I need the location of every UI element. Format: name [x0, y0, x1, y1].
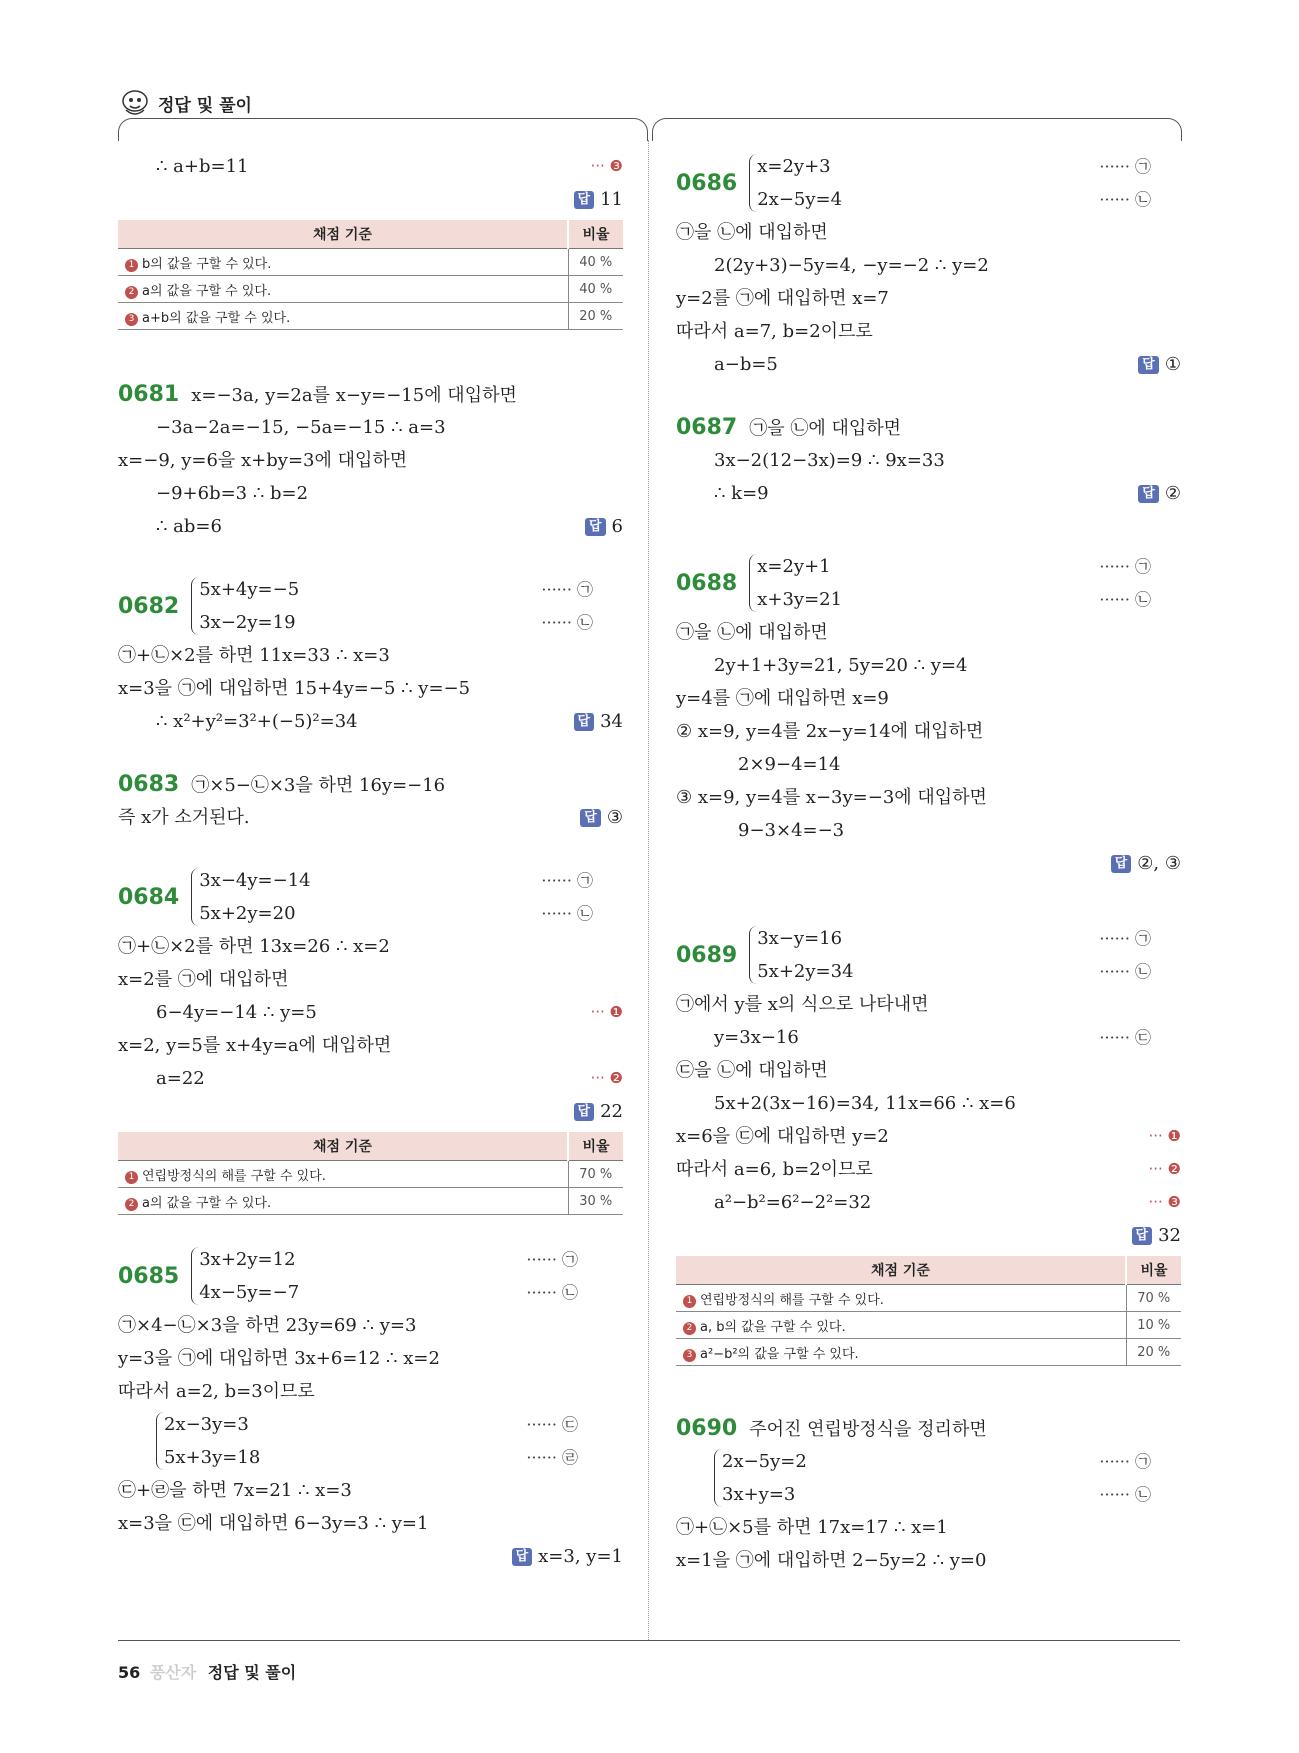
solution-line: x=3을 ㉠에 대입하면 15+4y=−5 ∴ y=−5 — [118, 678, 471, 699]
problem-0684: 0684 3x−4y=−14 ······ ㉠ 5x+2y=20 ······ ㉡ — [118, 870, 593, 924]
answer-badge-icon: 답 — [574, 1103, 595, 1121]
solution-line: ㉠을 ㉡에 대입하면 — [676, 622, 828, 643]
solution-line: ③ x=9, y=4를 x−3y=−3에 대입하면 — [676, 787, 987, 808]
solution-line: y=4를 ㉠에 대입하면 x=9 — [676, 688, 889, 709]
solution-line: 따라서 a=7, b=2이므로 — [676, 321, 873, 342]
problem-0685: 0685 3x+2y=12 ······ ㉠ 4x−5y=−7 ······ ㉡ — [118, 1249, 578, 1303]
solution-line: y=2를 ㉠에 대입하면 x=7 — [676, 288, 889, 309]
right-column-frame — [652, 118, 1182, 141]
answer-badge-icon: 답 — [574, 713, 595, 731]
answer-line — [676, 1219, 1181, 1252]
problem-0687: 0687 ㉠을 ㉡에 대입하면 — [676, 415, 902, 440]
solution-line: 2×9−4=14 — [738, 754, 841, 775]
problem-number: 0688 — [676, 570, 738, 596]
problem-0681: 0681 x=−3a, y=2a를 x−y=−15에 대입하면 — [118, 382, 517, 407]
solution-line: ② x=9, y=4를 2x−y=14에 대입하면 — [676, 721, 984, 742]
answer-badge-icon: 답 — [1138, 485, 1159, 503]
problem-0689: 0689 3x−y=16 ······ ㉠ 5x+2y=34 ······ ㉡ — [676, 928, 1151, 982]
answer-line — [118, 183, 623, 216]
solution-line: ∴ a+b=11 ··· ❸ — [118, 150, 623, 183]
solution-line: a−b=5 답 ① — [676, 348, 1181, 381]
answer: 답 ① — [1138, 348, 1181, 381]
problem-number: 0681 — [118, 382, 180, 407]
answer-line — [676, 847, 1181, 880]
solution-line: 6−4y=−14 ∴ y=5 ··· ❶ — [118, 996, 623, 1029]
answer: 답 11 — [574, 183, 623, 216]
page-footer — [118, 1660, 296, 1683]
solution-line: ∴ x²+y²=3²+(−5)²=34 답 34 — [118, 705, 623, 738]
solution-line: 2(2y+3)−5y=4, −y=−2 ∴ y=2 — [714, 255, 989, 276]
table-row: 1 연립방정식의 해를 구할 수 있다. 70 % — [676, 1285, 1181, 1312]
table-row: 2 a의 값을 구할 수 있다. 30 % — [118, 1188, 623, 1215]
step-marker: ··· ❷ — [590, 1069, 623, 1087]
footer-title: 정답 및 풀이 — [207, 1663, 297, 1682]
table-row: 1 b의 값을 구할 수 있다. 40 % — [118, 249, 623, 276]
solution-line: 2y+1+3y=21, 5y=20 ∴ y=4 — [714, 655, 968, 676]
problem-0688: 0688 x=2y+1 ······ ㉠ x+3y=21 ······ ㉡ — [676, 556, 1151, 610]
equation-system: 2x−5y=2 ······ ㉠ 3x+y=3 ······ ㉡ — [714, 1445, 1181, 1511]
solution-line: ㉠×4−㉡×3을 하면 23y=69 ∴ y=3 — [118, 1315, 417, 1336]
solution-line: 따라서 a=6, b=2이므로 ··· ❷ — [676, 1153, 1181, 1186]
solution-line: a²−b²=6²−2²=32 ··· ❸ — [676, 1186, 1181, 1219]
problem-0686: 0686 x=2y+3 ······ ㉠ 2x−5y=4 ······ ㉡ — [676, 156, 1151, 210]
solution-line: ∴ k=9 답 ② — [676, 477, 1181, 510]
solution-line: 따라서 a=2, b=3이므로 — [118, 1381, 315, 1402]
answer: 답 ② — [1138, 477, 1181, 510]
solution-line: x=1을 ㉠에 대입하면 2−5y=2 ∴ y=0 — [676, 1550, 987, 1571]
brand-watermark: 풍산자 — [149, 1663, 197, 1682]
problem-number: 0683 — [118, 772, 180, 797]
answer: 답 x=3, y=1 — [512, 1540, 623, 1573]
answer-badge-icon: 답 — [1132, 1227, 1153, 1245]
answer-badge-icon: 답 — [512, 1548, 533, 1566]
solution-line: ㉠에서 y를 x의 식으로 나타내면 — [676, 994, 929, 1015]
page-number: 56 — [118, 1663, 141, 1682]
solution-line: −9+6b=3 ∴ b=2 — [156, 483, 309, 504]
problem-number: 0689 — [676, 942, 738, 968]
solution-line: x=−9, y=6을 x+by=3에 대입하면 — [118, 450, 408, 471]
solution-line: ㉠+㉡×2를 하면 13x=26 ∴ x=2 — [118, 936, 390, 957]
table-row: 3 a²−b²의 값을 구할 수 있다. 20 % — [676, 1339, 1181, 1366]
solution-line: ㉠을 ㉡에 대입하면 — [676, 222, 828, 243]
table-row: 3 a+b의 값을 구할 수 있다. 20 % — [118, 303, 623, 330]
step-marker: ··· ❷ — [1148, 1160, 1181, 1178]
answer-badge-icon: 답 — [1111, 855, 1132, 873]
answer: 답 6 — [585, 510, 623, 543]
step-marker: ··· ❸ — [590, 157, 623, 175]
problem-0690: 0690 주어진 연립방정식을 정리하면 — [676, 1416, 987, 1441]
answer: 답 22 — [574, 1095, 623, 1128]
solution-line: ∴ ab=6 답 6 — [118, 510, 623, 543]
table-row: 1 연립방정식의 해를 구할 수 있다. 70 % — [118, 1161, 623, 1188]
solution-line: 5x+2(3x−16)=34, 11x=66 ∴ x=6 — [714, 1093, 1016, 1114]
bottom-rule — [118, 1640, 1180, 1641]
header-title: 정답 및 풀이 — [158, 95, 252, 116]
solution-line: ㉢을 ㉡에 대입하면 — [676, 1060, 828, 1081]
solution-line: x=3을 ㉢에 대입하면 6−3y=3 ∴ y=1 — [118, 1513, 429, 1534]
scoring-table: 채점 기준 비율 1 연립방정식의 해를 구할 수 있다. 70 % 2 a, b의 값을 구할 수 있다. 10 % 3 a²−b²의 값을 구할 수 있다. 20 % — [676, 1256, 1181, 1366]
answer: 답 ②, ③ — [1111, 847, 1181, 880]
answer-line — [118, 1540, 623, 1573]
solution-line: 즉 x가 소거된다. 답 ③ — [118, 801, 623, 834]
solution-line: a=22 ··· ❷ — [118, 1062, 623, 1095]
problem-number: 0682 — [118, 593, 180, 619]
column-divider — [648, 140, 649, 1640]
solution-line: ㉠+㉡×5를 하면 17x=17 ∴ x=1 — [676, 1517, 948, 1538]
table-row: 2 a, b의 값을 구할 수 있다. 10 % — [676, 1312, 1181, 1339]
page-header — [118, 88, 252, 118]
mascot-logo-icon — [118, 88, 152, 118]
solution-line: y=3을 ㉠에 대입하면 3x+6=12 ∴ x=2 — [118, 1348, 440, 1369]
answer-badge-icon: 답 — [585, 518, 606, 536]
solution-line: x=2를 ㉠에 대입하면 — [118, 969, 289, 990]
answer: 답 34 — [574, 705, 623, 738]
step-marker: ··· ❶ — [590, 1003, 623, 1021]
equation-system: 2x−3y=3 ······ ㉢ 5x+3y=18 ······ ㉣ — [156, 1408, 623, 1474]
problem-number: 0684 — [118, 884, 180, 910]
solution-line: 3x−2(12−3x)=9 ∴ 9x=33 — [714, 450, 945, 471]
answer-line — [118, 1095, 623, 1128]
scoring-table: 채점 기준 비율 1 b의 값을 구할 수 있다. 40 % 2 a의 값을 구할 수 있다. 40 % 3 a+b의 값을 구할 수 있다. 20 % — [118, 220, 623, 330]
answer-badge-icon: 답 — [580, 809, 601, 827]
left-column-frame — [118, 118, 648, 141]
problem-number: 0685 — [118, 1263, 180, 1289]
solution-line: ㉢+㉣을 하면 7x=21 ∴ x=3 — [118, 1480, 352, 1501]
step-marker: ··· ❶ — [1148, 1127, 1181, 1145]
solution-line: x=2, y=5를 x+4y=a에 대입하면 — [118, 1035, 392, 1056]
solution-line: ㉠+㉡×2를 하면 11x=33 ∴ x=3 — [118, 645, 390, 666]
solution-line: x=6을 ㉢에 대입하면 y=2 ··· ❶ — [676, 1120, 1181, 1153]
problem-number: 0687 — [676, 415, 738, 440]
scoring-table: 채점 기준 비율 1 연립방정식의 해를 구할 수 있다. 70 % 2 a의 값을 구할 수 있다. 30 % — [118, 1132, 623, 1215]
solution-line: 9−3×4=−3 — [738, 820, 845, 841]
problem-number: 0690 — [676, 1416, 738, 1441]
problem-number: 0686 — [676, 170, 738, 196]
answer: 답 32 — [1132, 1219, 1181, 1252]
table-row: 2 a의 값을 구할 수 있다. 40 % — [118, 276, 623, 303]
answer: 답 ③ — [580, 801, 623, 834]
problem-0683: 0683 ㉠×5−㉡×3을 하면 16y=−16 — [118, 772, 446, 797]
right-column — [676, 150, 1181, 1577]
problem-0682: 0682 5x+4y=−5 ······ ㉠ 3x−2y=19 ······ ㉡ — [118, 579, 593, 633]
solution-line: −3a−2a=−15, −5a=−15 ∴ a=3 — [156, 417, 446, 438]
solution-line: y=3x−16 ······ ㉢ — [714, 1027, 1151, 1048]
answer-badge-icon: 답 — [1138, 356, 1159, 374]
left-column — [118, 150, 623, 1573]
answer-badge-icon: 답 — [574, 191, 595, 209]
step-marker: ··· ❸ — [1148, 1193, 1181, 1211]
